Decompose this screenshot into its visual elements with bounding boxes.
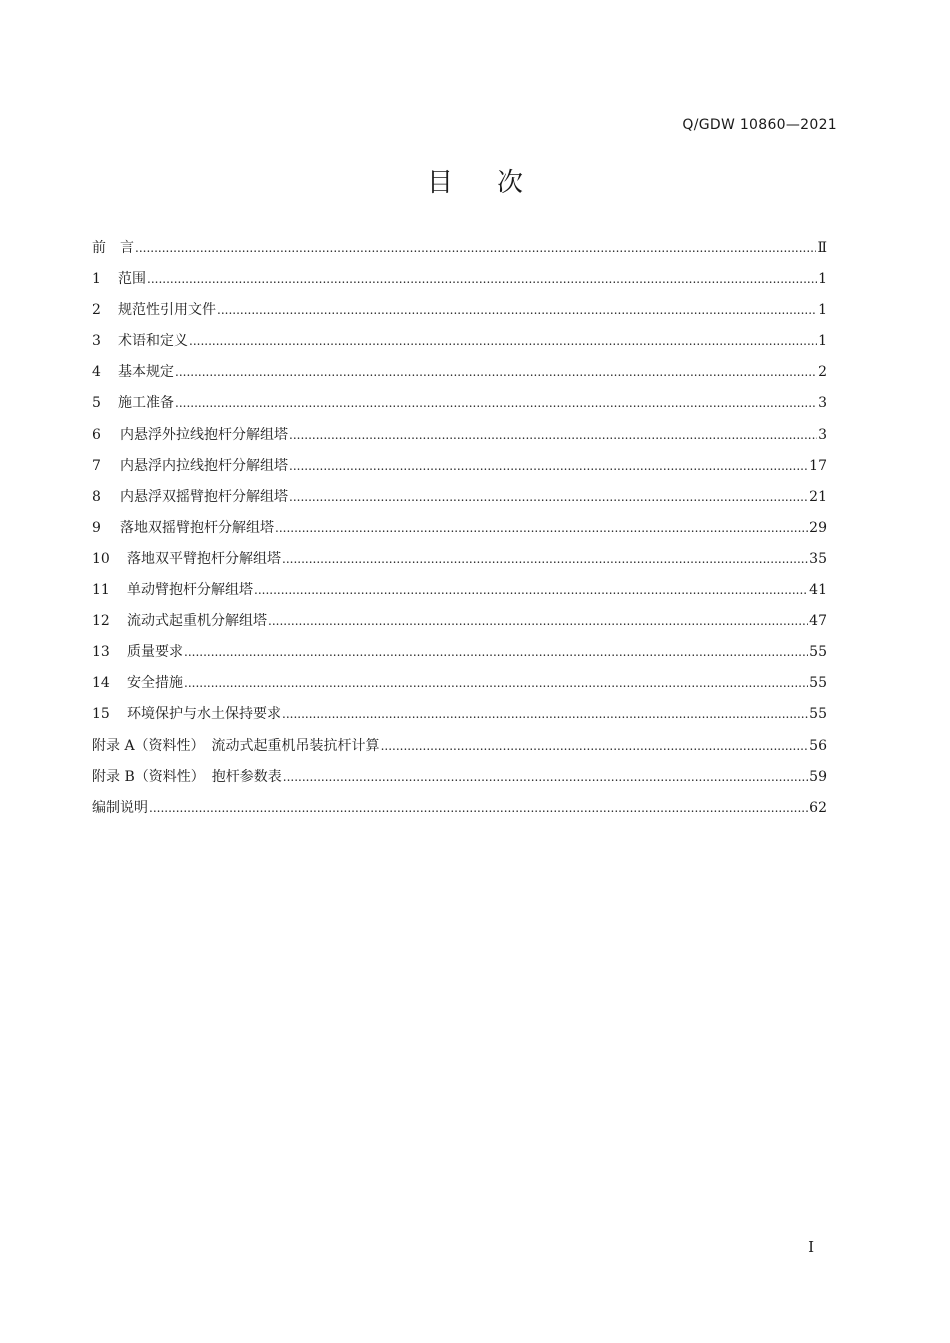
toc-entry-text: 内悬浮内拉线抱杆分解组塔 bbox=[120, 457, 288, 474]
toc-entry[interactable] bbox=[92, 793, 827, 824]
toc-entry-page: 55 bbox=[809, 706, 827, 723]
toc-entry-leader bbox=[254, 575, 808, 606]
toc-entry-leader bbox=[147, 264, 817, 295]
toc-entry-number: 5 bbox=[92, 395, 101, 412]
toc-entry-page: Ⅱ bbox=[817, 240, 827, 256]
toc-entry-leader bbox=[381, 731, 809, 762]
toc-entry[interactable] bbox=[92, 357, 827, 388]
page-number: I bbox=[808, 1238, 814, 1256]
toc-entry-page: 1 bbox=[818, 302, 827, 319]
toc-list bbox=[92, 233, 827, 824]
toc-entry-page: 55 bbox=[809, 644, 827, 661]
toc-entry[interactable] bbox=[92, 544, 827, 575]
toc-entry-page: 1 bbox=[818, 333, 827, 350]
toc-entry[interactable] bbox=[92, 762, 827, 793]
doc-code: Q/GDW 10860—2021 bbox=[682, 117, 837, 133]
toc-entry-leader bbox=[149, 793, 808, 824]
toc-entry-number: 10 bbox=[92, 550, 110, 567]
toc-entry[interactable] bbox=[92, 420, 827, 451]
toc-entry[interactable] bbox=[92, 451, 827, 482]
toc-entry[interactable] bbox=[92, 513, 827, 544]
toc-entry-text: 落地双摇臂抱杆分解组塔 bbox=[120, 519, 274, 536]
toc-entry[interactable] bbox=[92, 606, 827, 637]
toc-entry-number: 11 bbox=[92, 582, 110, 599]
toc-entry-leader bbox=[283, 762, 808, 793]
toc-entry-number: 2 bbox=[92, 302, 101, 319]
toc-entry-text: 范围 bbox=[118, 271, 146, 288]
toc-entry[interactable] bbox=[92, 295, 827, 326]
toc-entry-number: 7 bbox=[92, 457, 101, 474]
toc-entry-page: 21 bbox=[809, 488, 827, 505]
toc-entry[interactable] bbox=[92, 482, 827, 513]
toc-entry-text: 规范性引用文件 bbox=[118, 302, 216, 319]
toc-entry-leader bbox=[184, 668, 808, 699]
toc-entry-number: 12 bbox=[92, 613, 110, 630]
toc-entry-leader bbox=[184, 637, 808, 668]
toc-entry-text: 内悬浮双摇臂抱杆分解组塔 bbox=[120, 488, 288, 505]
toc-entry-text: 单动臂抱杆分解组塔 bbox=[127, 582, 253, 599]
toc-entry-text: 附录 A（资料性） 流动式起重机吊装抗杆计算 bbox=[92, 737, 380, 754]
toc-entry-page: 59 bbox=[809, 768, 827, 785]
toc-entry[interactable] bbox=[92, 699, 827, 730]
toc-entry-leader bbox=[175, 388, 817, 419]
toc-entry[interactable] bbox=[92, 264, 827, 295]
toc-entry-text: 落地双平臂抱杆分解组塔 bbox=[127, 550, 281, 567]
toc-entry-leader bbox=[175, 357, 817, 388]
toc-entry-text: 施工准备 bbox=[118, 395, 174, 412]
toc-entry-number: 3 bbox=[92, 333, 101, 350]
toc-entry-number: 8 bbox=[92, 488, 101, 505]
toc-entry-number: 6 bbox=[92, 426, 101, 443]
toc-entry-leader bbox=[135, 233, 816, 264]
toc-entry-number: 1 bbox=[92, 271, 101, 288]
toc-entry[interactable] bbox=[92, 388, 827, 419]
toc-entry-text: 术语和定义 bbox=[118, 333, 188, 350]
toc-entry-page: 41 bbox=[809, 582, 827, 599]
toc-entry-page: 29 bbox=[809, 519, 827, 536]
toc-entry-text: 环境保护与水土保持要求 bbox=[127, 706, 281, 723]
toc-entry-leader bbox=[282, 544, 808, 575]
toc-entry-text: 附录 B（资料性） 抱杆参数表 bbox=[92, 768, 282, 785]
toc-entry-leader bbox=[189, 326, 817, 357]
toc-entry-leader bbox=[282, 699, 808, 730]
toc-entry-leader bbox=[289, 420, 817, 451]
toc-entry-leader bbox=[289, 451, 808, 482]
toc-title: 目次 bbox=[426, 168, 567, 198]
toc-entry[interactable] bbox=[92, 668, 827, 699]
toc-entry-page: 35 bbox=[809, 550, 827, 567]
toc-entry[interactable] bbox=[92, 233, 827, 264]
toc-entry-text: 基本规定 bbox=[118, 364, 174, 381]
toc-entry[interactable] bbox=[92, 575, 827, 606]
toc-entry[interactable] bbox=[92, 731, 827, 762]
toc-entry-page: 1 bbox=[818, 271, 827, 288]
toc-entry-text: 质量要求 bbox=[127, 644, 183, 661]
toc-entry-number: 15 bbox=[92, 706, 110, 723]
toc-entry-leader bbox=[275, 513, 808, 544]
toc-entry-page: 47 bbox=[809, 613, 827, 630]
toc-entry-page: 17 bbox=[809, 457, 827, 474]
toc-entry-page: 2 bbox=[818, 364, 827, 381]
toc-entry-page: 56 bbox=[809, 737, 827, 754]
toc-entry-page: 55 bbox=[809, 675, 827, 692]
toc-entry-number: 4 bbox=[92, 364, 101, 381]
toc-entry-text: 流动式起重机分解组塔 bbox=[127, 613, 267, 630]
toc-entry-number: 14 bbox=[92, 675, 110, 692]
toc-entry[interactable] bbox=[92, 326, 827, 357]
toc-entry-page: 62 bbox=[809, 799, 827, 816]
toc-entry-leader bbox=[217, 295, 817, 326]
toc-entry-leader bbox=[268, 606, 808, 637]
toc-entry-text: 内悬浮外拉线抱杆分解组塔 bbox=[120, 426, 288, 443]
toc-entry-text: 安全措施 bbox=[127, 675, 183, 692]
toc-entry-page: 3 bbox=[818, 426, 827, 443]
toc-entry[interactable] bbox=[92, 637, 827, 668]
toc-entry-text: 编制说明 bbox=[92, 799, 148, 816]
toc-entry-number: 13 bbox=[92, 644, 110, 661]
toc-entry-page: 3 bbox=[818, 395, 827, 412]
toc-entry-number: 9 bbox=[92, 519, 101, 536]
toc-entry-text: 前 言 bbox=[92, 240, 134, 256]
toc-entry-leader bbox=[289, 482, 808, 513]
